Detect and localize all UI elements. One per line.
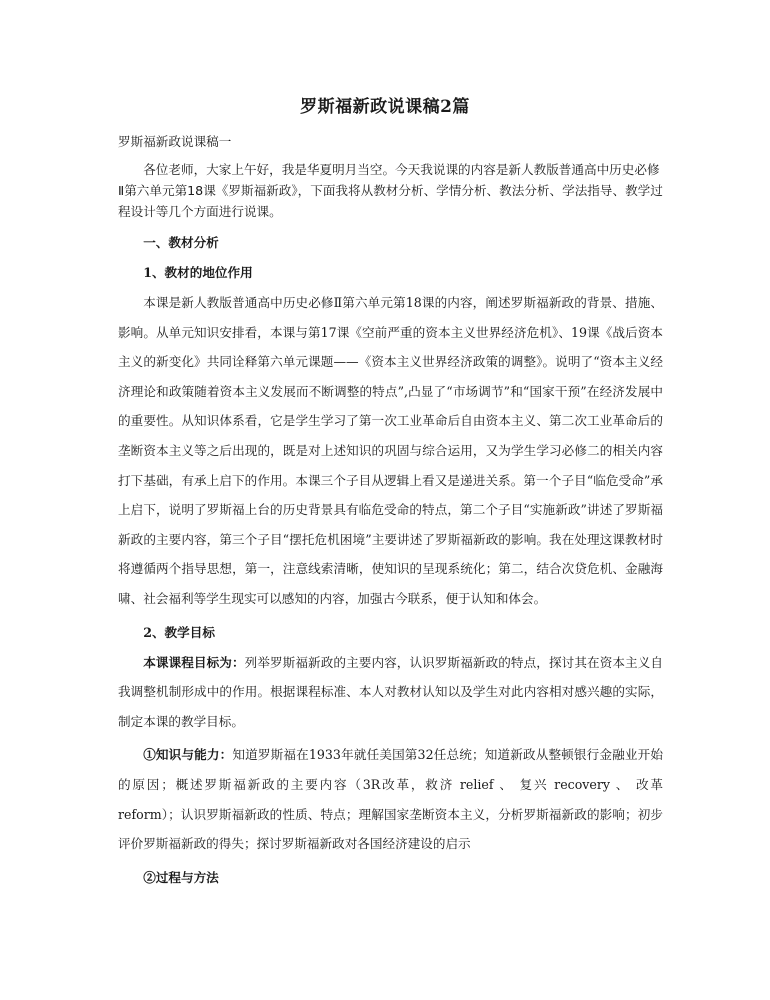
course-goal-label: 本课课程目标为：: [143, 654, 245, 670]
document-subtitle: 罗斯福新政说课稿一: [118, 134, 232, 149]
paragraph-knowledge-ability: [118, 740, 663, 858]
paragraph-position: 本课是新人教版普通高中历史必修Ⅱ第六单元第18课的内容，阐述罗斯福新政的背景、措施、影响。从单元知识安排看，本课与第17课《空前严重的资本主义世界经济危机》、19课《战后资本主义的新变化》共同诠释第六单元课题——《资本主义世界经济政策的调整》。说明了“资本主义经济理论和政策随着资本主义发展而不断调整的特点”,凸显了“市场调节”和“国家干预”在经济发展中的重要性。从知识体系看，它是学生学习了第一次工业革命后自由资本主义、第二次工业革命后的垄断资本主义等之后出现的，既是对上述知识的巩固与综合运用，又为学生学习必修二的相关内容打下基础，有承上启下的作用。本课三个子目从逻辑上看又是递进关系。第一个子目“临危受命”承上启下，说明了罗斯福上台的历史背景具有临危受命的特点，第二个子目“实施新政”讲述了罗斯福新政的主要内容，第三个子目“摆托危机困境”主要讲述了罗斯福新政的影响。我在处理这课教材时将遵循两个指导思想，第一，注意线索清晰，使知识的呈现系统化；第二，结合次贷危机、金融海啸、社会福利等学生现实可以感知的内容，加强古今联系，便于认知和体会。: [118, 295, 663, 606]
document-body: [118, 131, 663, 892]
paragraph-process-method: ②过程与方法: [143, 869, 219, 885]
subsection-heading-position: 1、教材的地位作用: [143, 265, 253, 280]
document-title: 罗斯福新政说课稿2篇: [300, 97, 470, 117]
knowledge-ability-text: 知道罗斯福在1933年就任美国第32任总统；知道新政从整顿银行金融业开始的原因；概述罗斯福新政的主要内容（3R改革，救济 relief 、 复兴 recovery 、 改革 reform）；认识罗斯福新政的性质、特点；理解国家垄断资本主义，分析罗斯福新政的影响；初步评价罗斯福新政的得失；探讨罗斯福新政对各国经济建设的启示: [118, 747, 663, 852]
course-goal-text: 列举罗斯福新政的主要内容，认识罗斯福新政的特点，探讨其在资本主义自我调整机制形成中的作用。根据课程标准、本人对教材认知以及学生对此内容相对感兴趣的实际，制定本课的教学目标。: [118, 654, 664, 729]
intro-paragraph: 各位老师，大家上午好，我是华夏明月当空。今天我说课的内容是新人教版普通高中历史必修Ⅱ第六单元第18课《罗斯福新政》，下面我将从教材分析、学情分析、教法分析、学法指导、教学过程设计等几个方面进行说课。: [118, 162, 663, 219]
section-heading-textbook-analysis: 一、教材分析: [143, 235, 219, 250]
paragraph-course-goal: [118, 648, 663, 737]
knowledge-ability-label: ①知识与能力：: [143, 747, 233, 763]
subsection-heading-goals: 2、教学目标: [143, 624, 215, 640]
